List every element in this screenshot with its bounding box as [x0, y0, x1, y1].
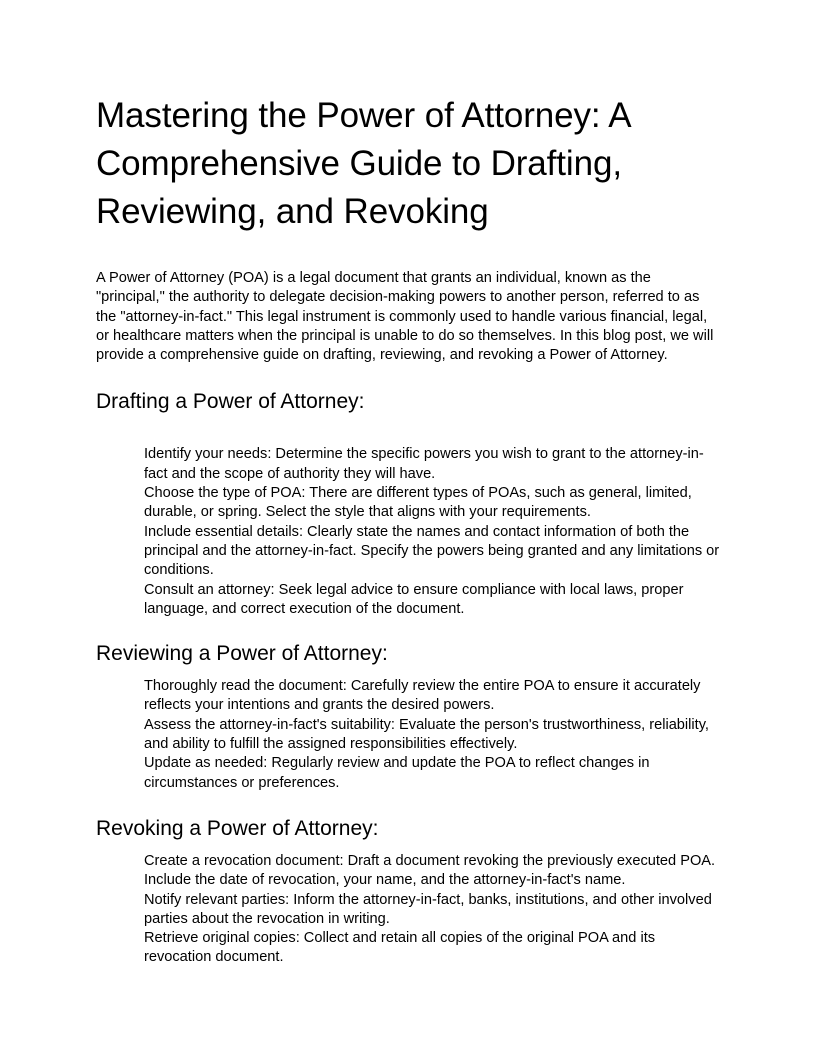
reviewing-list	[96, 677, 720, 793]
list-item: Retrieve original copies: Collect and retain all copies of the original POA and its revocation document.	[144, 930, 656, 966]
list-item: Update as needed: Regularly review and update the POA to reflect changes in circumstances or preferences.	[144, 755, 650, 791]
document-page	[96, 92, 720, 968]
document-title: Mastering the Power of Attorney: A Comprehensive Guide to Drafting, Reviewing, and Revoking	[96, 96, 630, 231]
section-heading-reviewing: Reviewing a Power of Attorney:	[96, 642, 388, 666]
list-item: Notify relevant parties: Inform the attorney-in-fact, banks, institutions, and other involved parties about the revocation in writing.	[144, 891, 712, 927]
list-item: Identify your needs: Determine the specific powers you wish to grant to the attorney-in-fact and the scope of authority they will have.	[144, 446, 704, 482]
intro-paragraph: A Power of Attorney (POA) is a legal document that grants an individual, known as the "principal," the authority to delegate decision-making powers to another person, referred to as the "attorney-in-fact." This legal instrument is commonly used to handle various financial, legal, or healthcare matters when the principal is unable to do so themselves. In this blog post, we will provide a comprehensive guide on drafting, reviewing, and revoking a Power of Attorney.	[96, 270, 714, 364]
list-item: Assess the attorney-in-fact's suitability: Evaluate the person's trustworthiness, reliability, and ability to fulfill the assigned responsibilities effectively.	[144, 716, 709, 753]
revoking-list	[96, 852, 720, 968]
list-item: Consult an attorney: Seek legal advice to ensure compliance with local laws, proper language, and correct execution of the document.	[144, 581, 684, 617]
list-item: Choose the type of POA: There are different types of POAs, such as general, limited, durable, or spring. Select the style that aligns with your requirements.	[144, 485, 692, 521]
list-item: Thoroughly read the document: Carefully review the entire POA to ensure it accurately reflects your intentions and grants the desired powers.	[144, 678, 701, 714]
drafting-list	[96, 445, 720, 619]
section-heading-revoking: Revoking a Power of Attorney:	[96, 816, 379, 840]
section-heading-drafting: Drafting a Power of Attorney:	[96, 390, 365, 414]
list-item: Create a revocation document: Draft a document revoking the previously executed POA. Include the date of revocation, your name, and the attorney-in-fact's name.	[144, 852, 716, 889]
list-item: Include essential details: Clearly state the names and contact information of both the principal and the attorney-in-fact. Specify the powers being granted and any limitations or conditions.	[144, 523, 720, 579]
